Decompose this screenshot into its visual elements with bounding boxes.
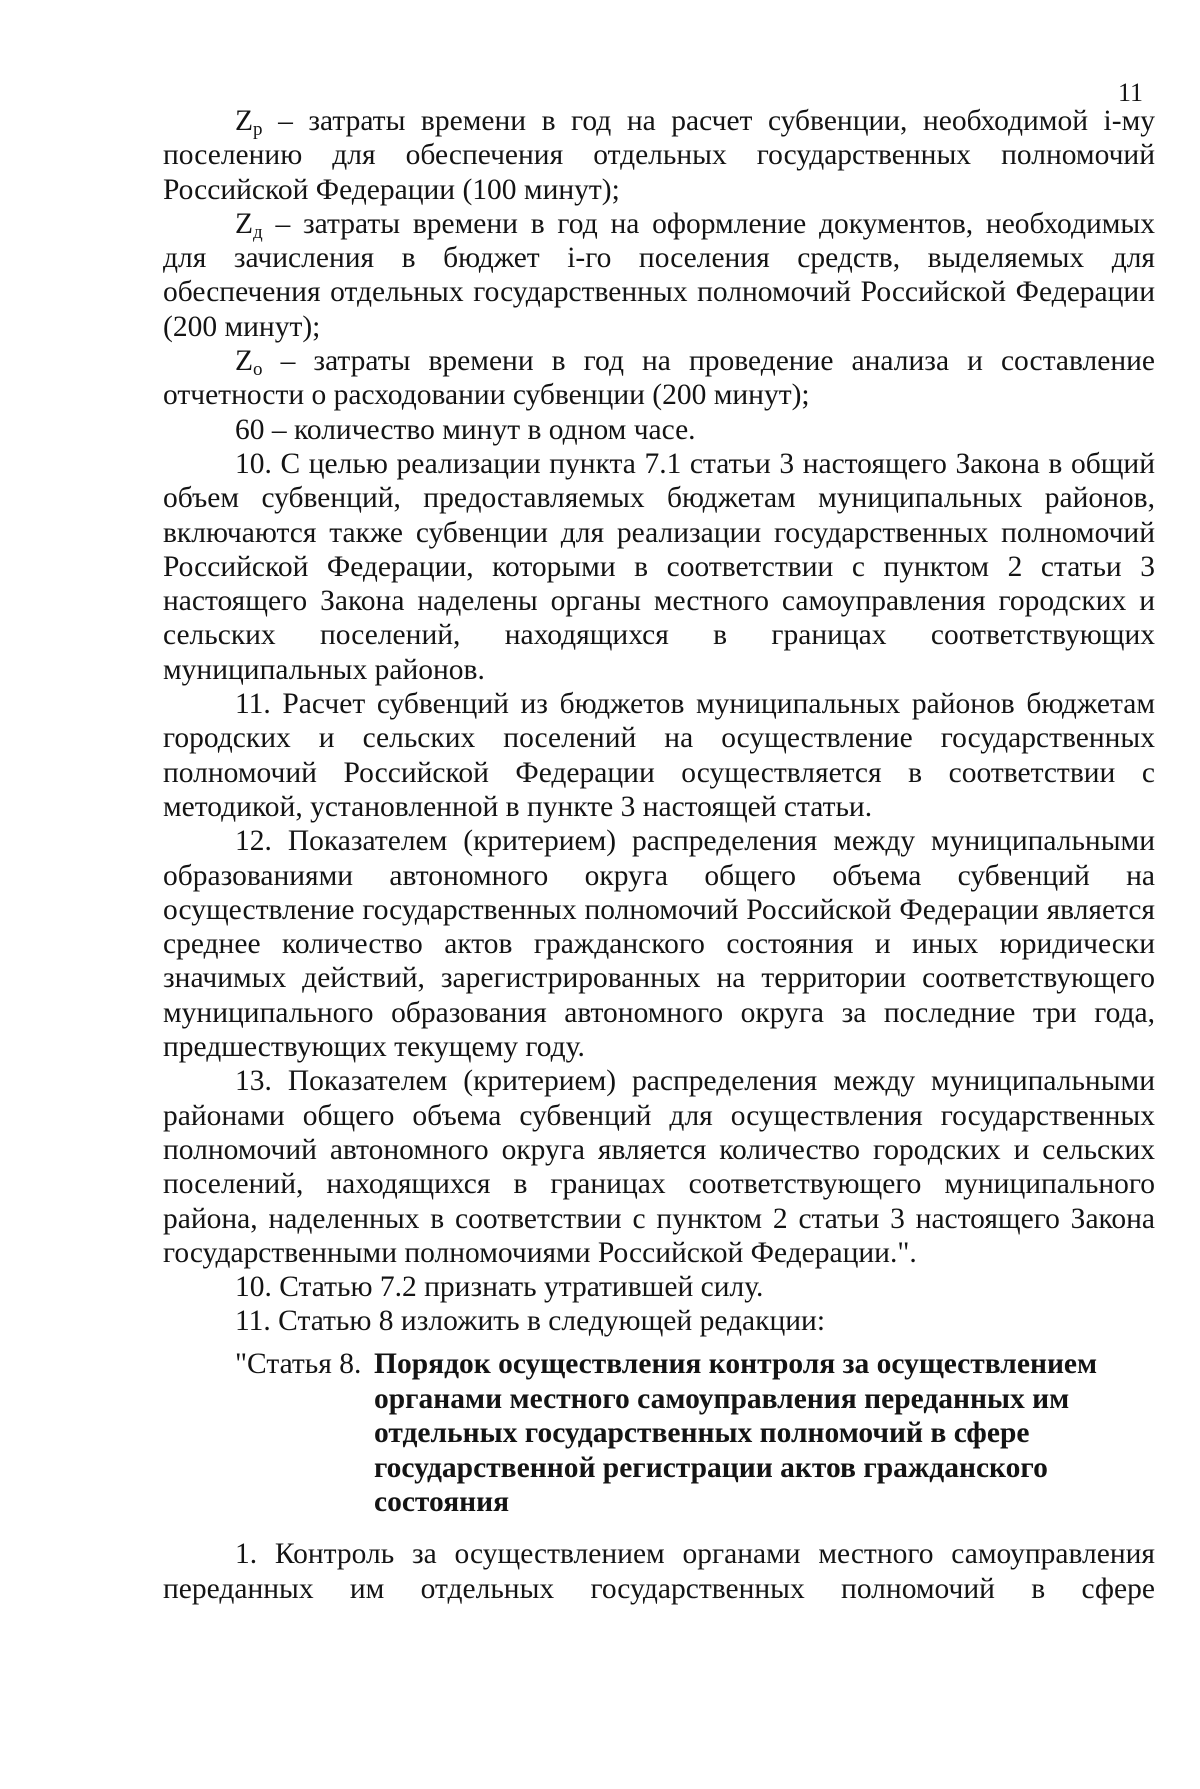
formula-symbol: $Z_д$ (235, 207, 263, 243)
definition-z-r (163, 104, 1155, 207)
definition-text: – затраты времени в год на проведение анализа и составление отчетности о расходовании субвенции (200 минут); (163, 345, 1155, 412)
article-number: "Статья 8. (235, 1348, 362, 1380)
definition-text: – затраты времени в год на расчет субвенции, необходимой i-му поселению для обеспечения отдельных государственных полномочий Российской Федерации (100 минут); (163, 105, 1155, 206)
article-title: Порядок осуществления контроля за осуществлением органами местного самоуправления переданных им отдельных государственных полномочий в сфере государственной регистрации актов гражданского состояния (374, 1348, 1098, 1519)
paragraph-item-13: 13. Показателем (критерием) распределения между муниципальными районами общего объема субвенций для осуществления государственных полномочий автономного округа является количество городских и сельских поселений, находящихся в границах соответствующего муниципального района, наделенных в соответствии с пунктом 2 статьи 3 настоящего Закона государственными полномочиями Российской Федерации.". (163, 1065, 1155, 1269)
paragraph-item-12: 12. Показателем (критерием) распределения между муниципальными образованиями автономного округа общего объема субвенций на осуществление государственных полномочий Российской Федерации является среднее количество актов гражданского состояния и иных юридически значимых действий, зарегистрированных на территории соответствующего муниципального образования автономного округа за последние три года, предшествующих текущему году. (163, 825, 1155, 1064)
paragraph-minutes-per-hour: 60 – количество минут в одном часе. (235, 413, 696, 446)
page-number: 11 (1118, 78, 1144, 107)
paragraph-item-11: 11. Расчет субвенций из бюджетов муниципальных районов бюджетам городских и сельских поселений на осуществление государственных полномочий Российской Федерации осуществляется в соответствии с методикой, установленной в пункте 3 настоящей статьи. (163, 688, 1155, 823)
formula-symbol: $Z_р$ (235, 105, 263, 140)
definition-z-d (163, 207, 1155, 344)
document-body (163, 104, 1155, 1339)
formula-symbol: $Z_о$ (235, 345, 263, 381)
definition-z-o (163, 344, 1155, 413)
article-heading (235, 1347, 1135, 1520)
article-body (163, 1537, 1155, 1607)
definition-text: – затраты времени в год на оформление документов, необходимых для зачисления в бюджет i-го поселения средств, выделяемых для обеспечения отдельных государственных полномочий Российской Федерации (200 минут); (163, 207, 1155, 343)
paragraph-item-10: 10. С целью реализации пункта 7.1 статьи 3 настоящего Закона в общий объем субвенций, предоставляемых бюджетам муниципальных районов, включаются также субвенции для реализации государственных полномочий Российской Федерации, которыми в соответствии с пунктом 2 статьи 3 настоящего Закона наделены органы местного самоуправления городских и сельских поселений, находящихся в границах соответствующих муниципальных районов. (163, 447, 1155, 686)
amendment-item-11: 11. Статью 8 изложить в следующей редакции: (235, 1305, 826, 1338)
amendment-item-10: 10. Статью 7.2 признать утратившей силу. (235, 1271, 764, 1304)
article-paragraph-1: 1. Контроль за осуществлением органами местного самоуправления переданных им отдельных государственных полномочий в сфере (163, 1538, 1155, 1605)
